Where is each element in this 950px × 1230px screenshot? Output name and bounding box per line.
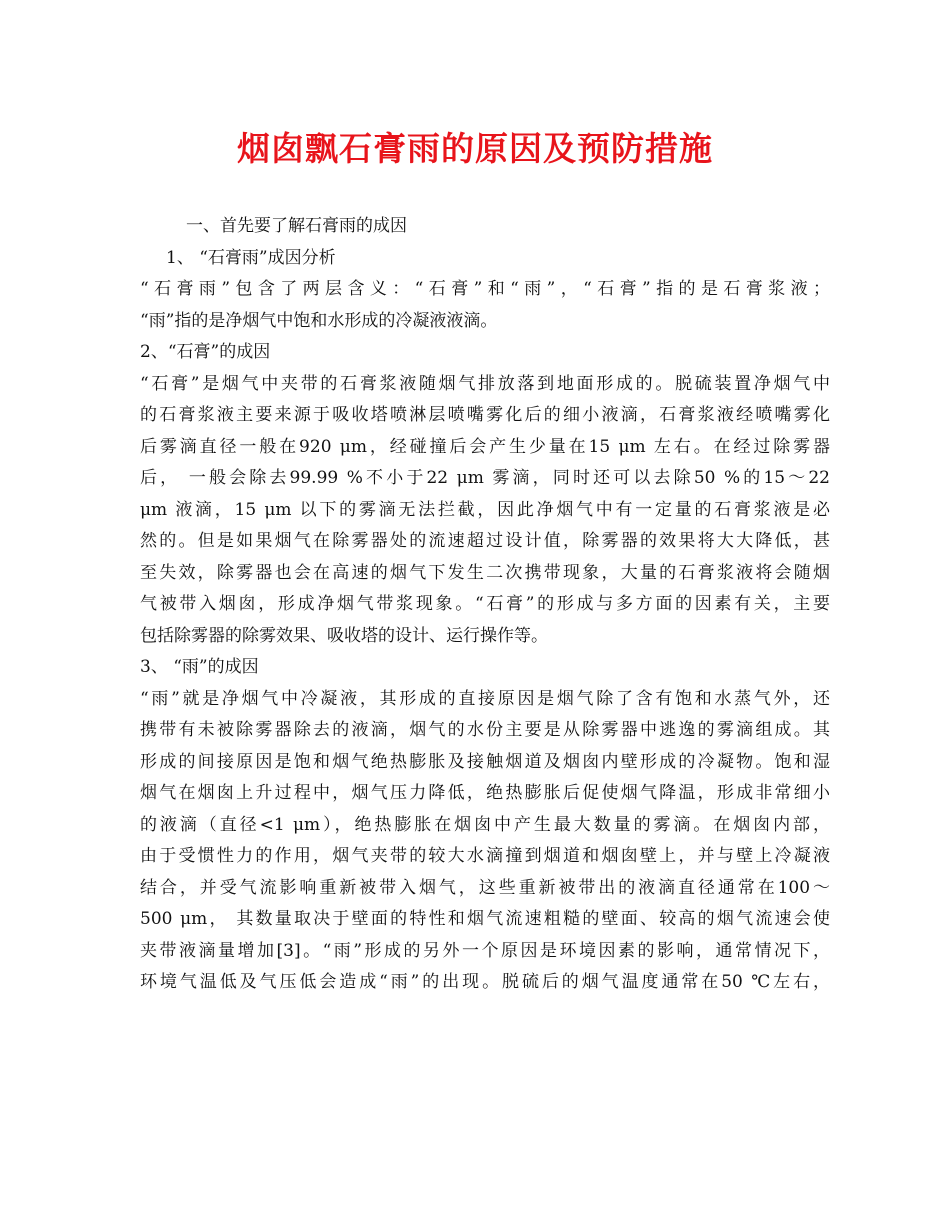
paragraph-line: “雨”就是净烟气中冷凝液，其形成的直接原因是烟气除了含有饱和水蒸气外，还 — [140, 688, 830, 709]
subsection-heading-3: 3、 “雨”的成因 — [140, 657, 259, 677]
paragraph-line: 至失效，除雾器也会在高速的烟气下发生二次携带现象，大量的石膏浆液将会随烟 — [140, 562, 830, 583]
document-title: 烟囱飘石膏雨的原因及预防措施 — [237, 129, 713, 168]
paragraph-line: “石膏雨”包含了两层含义：“石膏”和“雨”，“石膏”指的是石膏浆液； — [140, 279, 830, 299]
paragraph-line: 夹带液滴量增加[3]。“雨”形成的另外一个原因是环境因素的影响，通常情况下， — [140, 940, 830, 961]
document-body — [140, 211, 830, 999]
paragraph-line: 结合，并受气流影响重新被带入烟气，这些重新被带出的液滴直径通常在100～ — [140, 877, 830, 898]
paragraph-line: μm 液滴，15 μm 以下的雾滴无法拦截，因此净烟气中有一定量的石膏浆液是必 — [140, 499, 830, 520]
paragraph-line: “石膏”是烟气中夹带的石膏浆液随烟气排放落到地面形成的。脱硫装置净烟气中 — [140, 373, 830, 394]
paragraph-line: 由于受惯性力的作用，烟气夹带的较大水滴撞到烟道和烟囱壁上，并与壁上冷凝液 — [140, 846, 830, 866]
paragraph-line: 后， 一般会除去99.99 %不小于22 μm 雾滴，同时还可以去除50 %的15～22 — [140, 468, 830, 488]
subsection-heading-1: 1、 “石膏雨”成因分析 — [166, 247, 336, 268]
paragraph-line: 后雾滴直径一般在920 μm，经碰撞后会产生少量在15 μm 左右。在经过除雾器 — [140, 436, 830, 457]
paragraph-line: 包括除雾器的除雾效果、吸收塔的设计、运行操作等。 — [140, 625, 548, 646]
paragraph-line: 环境气温低及气压低会造成“雨”的出现。脱硫后的烟气温度通常在50 ℃左右， — [140, 972, 830, 992]
paragraph-line: 形成的间接原因是饱和烟气绝热膨胀及接触烟道及烟囱内壁形成的冷凝物。饱和湿 — [140, 751, 830, 772]
section-heading-1: 一、首先要了解石膏雨的成因 — [186, 216, 407, 236]
paragraph-line: 烟气在烟囱上升过程中，烟气压力降低，绝热膨胀后促使烟气降温，形成非常细小 — [140, 783, 830, 803]
subsection-heading-2: 2、“石膏”的成因 — [140, 342, 271, 362]
paragraph-line: 气被带入烟囱，形成净烟气带浆现象。“石膏”的形成与多方面的因素有关，主要 — [140, 594, 830, 614]
paragraph-line: 的石膏浆液主要来源于吸收塔喷淋层喷嘴雾化后的细小液滴，石膏浆液经喷嘴雾化 — [140, 405, 830, 425]
paragraph-line: 的液滴（直径<1 μm），绝热膨胀在烟囱中产生最大数量的雾滴。在烟囱内部， — [140, 814, 830, 835]
paragraph-line: 携带有未被除雾器除去的液滴，烟气的水份主要是从除雾器中逃逸的雾滴组成。其 — [140, 720, 830, 740]
paragraph-line: 然的。但是如果烟气在除雾器处的流速超过设计值，除雾器的效果将大大降低，甚 — [140, 531, 830, 551]
paragraph-line: “雨”指的是净烟气中饱和水形成的冷凝液液滴。 — [140, 310, 498, 331]
paragraph-line: 500 μm， 其数量取决于壁面的特性和烟气流速粗糙的壁面、较高的烟气流速会使 — [140, 909, 830, 929]
